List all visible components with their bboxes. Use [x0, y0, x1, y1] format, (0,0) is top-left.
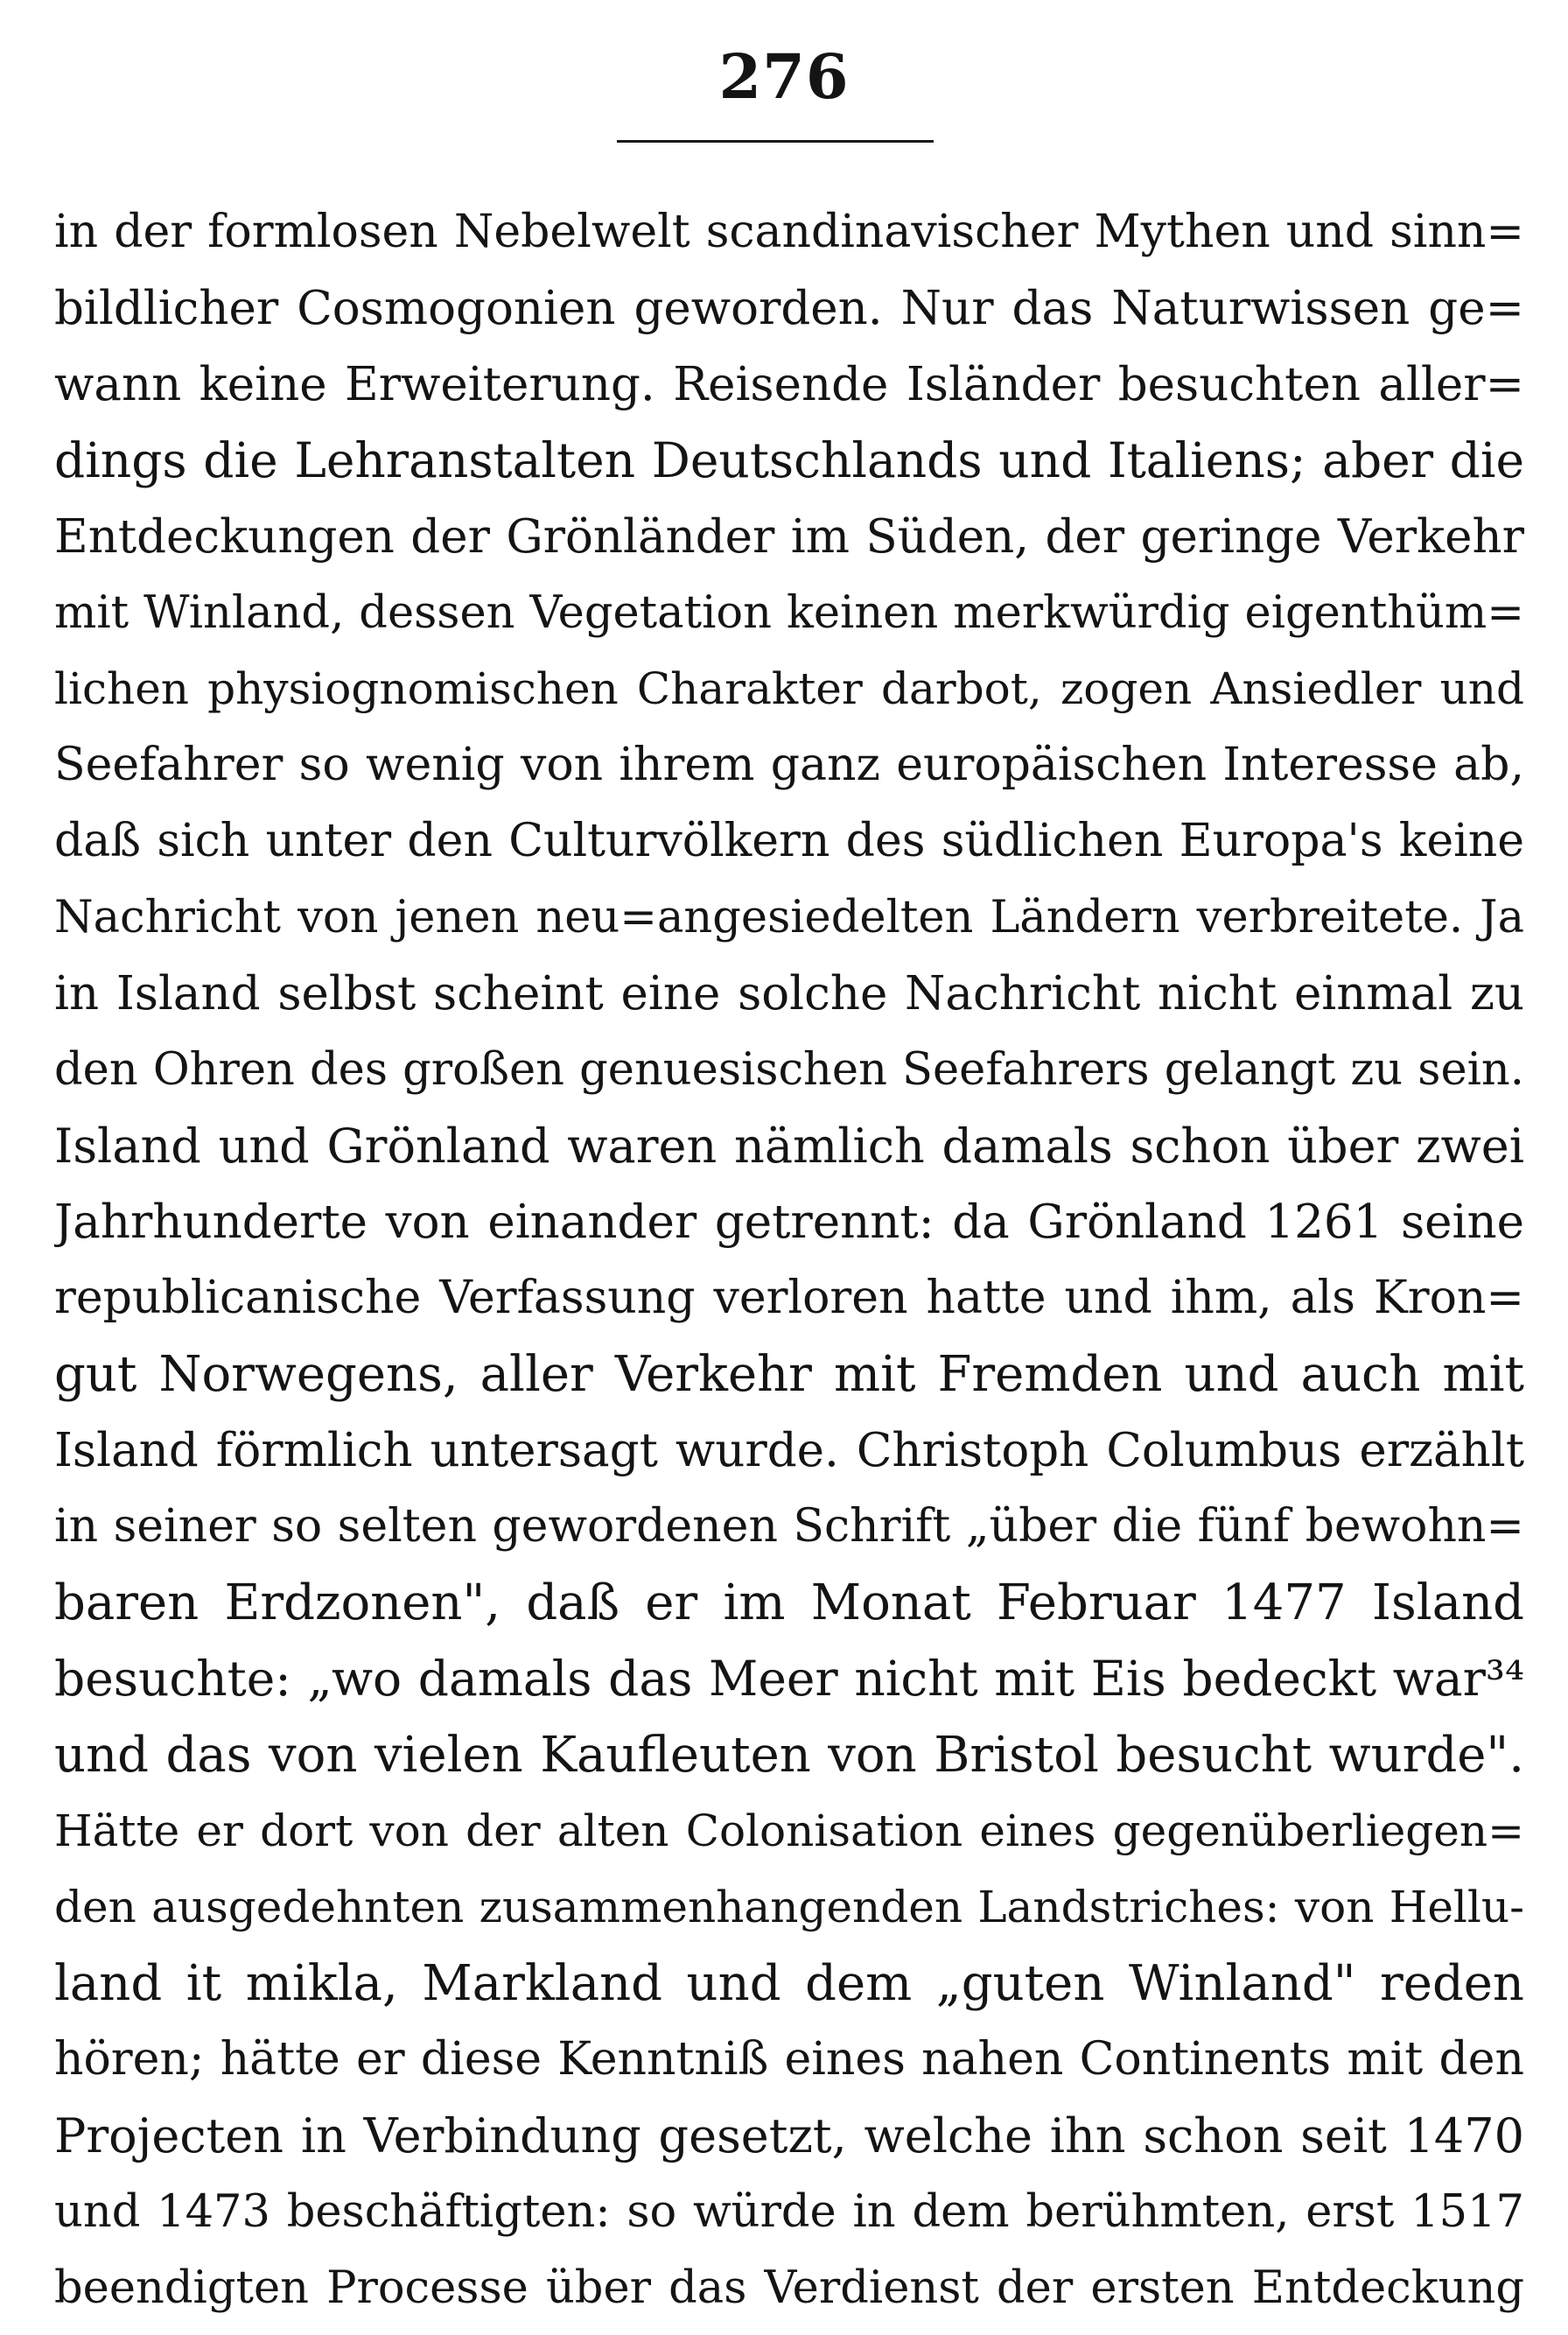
text-line: daß sich unter den Culturvölkern des südlichen Europa's keine	[54, 815, 1524, 867]
text-line: und 1473 beschäftigten: so würde in dem berühmten, erst 1517	[54, 2186, 1524, 2238]
text-line: land it mikla, Markland und dem „guten Winland" reden	[54, 1955, 1524, 2012]
text-line: mit Winland, dessen Vegetation keinen merkwürdig eigenthüm=	[54, 587, 1524, 639]
text-line: in der formlosen Nebelwelt scandinavischer Mythen und sinn=	[54, 206, 1524, 258]
text-line: Projecten in Verbindung gesetzt, welche ihn schon seit 1470	[54, 2108, 1524, 2163]
text-line: Nachricht von jenen neu=angesiedelten Ländern verbreitete. Ja	[54, 892, 1524, 943]
text-line: hören; hätte er diese Kenntniß eines nahen Continents mit den	[54, 2033, 1524, 2086]
text-line: lichen physiognomischen Charakter darbot, zogen Ansiedler und	[54, 663, 1524, 714]
text-line: Entdeckungen der Grönländer im Süden, der geringe Verkehr	[54, 510, 1524, 564]
header-rule	[617, 140, 934, 143]
text-line: Seefahrer so wenig von ihrem ganz europäischen Interesse ab,	[54, 739, 1524, 791]
text-line: beendigten Processe über das Verdienst der ersten Entdeckung	[54, 2262, 1524, 2314]
page-number: 276	[718, 40, 850, 113]
text-line: Hätte er dort von der alten Colonisation eines gegenüberliegen=	[54, 1806, 1524, 1856]
text-line: Island und Grönland waren nämlich damals schon über zwei	[54, 1118, 1524, 1174]
text-line: den Ohren des großen genuesischen Seefahrers gelangt zu sein.	[54, 1044, 1524, 1096]
text-line: bildlicher Cosmogonien geworden. Nur das Naturwissen ge=	[54, 282, 1524, 335]
text-line: gut Norwegens, aller Verkehr mit Fremden und auch mit	[54, 1346, 1524, 1403]
text-line: wann keine Erweiterung. Reisende Isländer besuchten aller=	[54, 358, 1524, 411]
text-line: besuchte: „wo damals das Meer nicht mit Eis bedeckt war³⁴	[54, 1651, 1524, 1707]
text-line: Island förmlich untersagt wurde. Christoph Columbus erzählt	[54, 1424, 1524, 1477]
text-line: baren Erdzonen", daß er im Monat Februar 1477 Island	[54, 1574, 1524, 1631]
text-line: und das von vielen Kaufleuten von Bristol besucht wurde".	[54, 1727, 1524, 1784]
text-line: dings die Lehranstalten Deutschlands und Italiens; aber die	[54, 432, 1524, 488]
text-line: Jahrhunderte von einander getrennt: da Grönland 1261 seine	[54, 1196, 1524, 1249]
text-line: in Island selbst scheint eine solche Nachricht nicht einmal zu	[54, 967, 1524, 1020]
text-line: republicanische Verfassung verloren hatte und ihm, als Kron=	[54, 1272, 1524, 1324]
body-text	[54, 194, 1524, 2326]
text-line: den ausgedehnten zusammenhangenden Landstriches: von Hellu-	[54, 1882, 1524, 1932]
text-line: in seiner so selten gewordenen Schrift „über die fünf bewohn=	[54, 1500, 1524, 1553]
